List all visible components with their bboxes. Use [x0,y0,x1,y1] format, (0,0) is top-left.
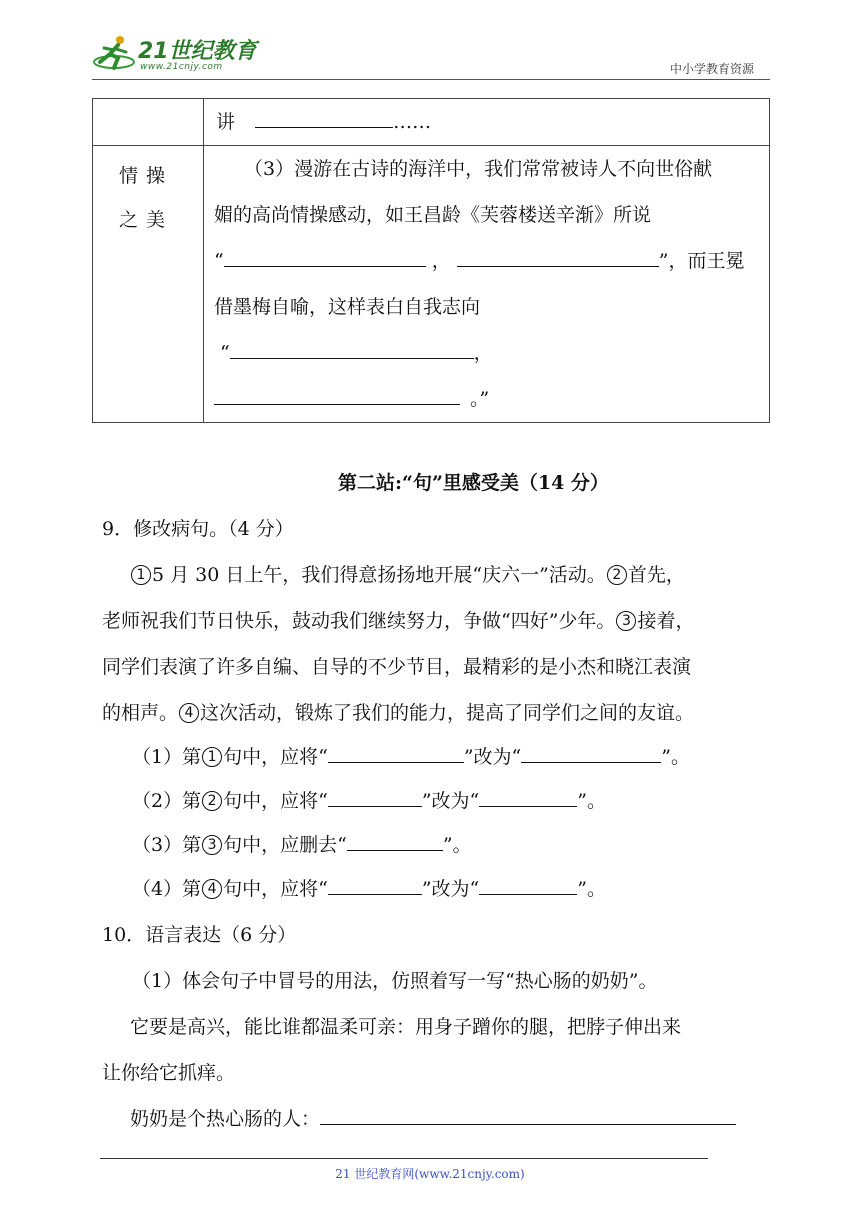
q9-text: 5 月 30 日上午，我们得意扬扬地开展“庆六一”活动。 [152,564,606,586]
q10-answer-line [130,1104,736,1131]
sub-prefix: （2）第 [132,790,202,812]
sub-text: ”改为“ [421,790,480,812]
row1-text: 讲 [216,111,236,133]
row-label: 情操之美 [119,165,174,231]
q10-example-line-1: 它要是高兴，能比谁都温柔可亲：用身子蹭你的腿，把脖子伸出来 [130,1016,682,1038]
q9-text: 的相声。 [102,702,179,724]
comma: ， [473,342,493,364]
answer-blank[interactable] [320,1104,736,1125]
sub-text: 句中，应将“ [223,746,328,768]
circled-number: 1 [202,747,222,767]
q9-sub-3 [132,830,472,857]
logo-url: www.21cnjy.com [140,62,223,72]
answer-blank[interactable] [255,107,393,128]
q9-text: 接着， [637,610,695,632]
table-row [93,146,770,423]
comma: ， [431,250,451,272]
sub-text: ”。 [661,746,690,768]
answer-prefix: 奶奶是个热心肠的人： [130,1108,321,1130]
q9-sub-1 [132,742,690,769]
site-logo [92,30,262,76]
footer-divider [100,1158,708,1159]
row1-tail: …… [393,111,432,133]
header-right-text: 中小学教育资源 [669,62,754,76]
circled-number: 3 [202,835,222,855]
row2-line4: 借墨梅自喻，这样表白自我志向 [214,296,481,318]
sub-text: 句中，应将“ [223,790,328,812]
table-cell-content [204,146,770,423]
section-title: 第二站:“句”里感受美（14 分） [338,472,609,494]
q10-example-line-2: 让你给它抓痒。 [102,1062,236,1084]
beauty-table [92,98,770,423]
row2-line3 [214,238,763,284]
q9-paragraph-line-3: 同学们表演了许多自编、自导的不少节目，最精彩的是小杰和晓江表演 [102,656,692,678]
sub-text: 句中，应删去“ [223,834,347,856]
q9-text: 这次活动，锻炼了我们的能力，提高了同学们之间的友谊。 [200,702,695,724]
sub-text: ”改为“ [421,878,480,900]
table-cell-label [93,99,204,146]
q9-paragraph-line-2 [102,606,694,633]
sub-prefix: （1）第 [132,746,202,768]
answer-blank[interactable] [521,742,661,763]
table-cell-content [204,99,770,146]
logo-text: 21世纪教育 [138,39,257,64]
row2-line2: 媚的高尚情操感动，如王昌龄《芙蓉楼送辛渐》所说 [214,204,652,226]
q9-text: 首先， [627,564,685,586]
open-quote: “ [214,250,224,272]
q9-sub-4 [132,874,606,901]
table-row [93,99,770,146]
question-9-heading: 9．修改病句。（4 分） [102,518,294,540]
end-punct: 。” [470,388,490,410]
table-cell-label [93,146,204,423]
answer-blank[interactable] [328,786,422,807]
answer-blank[interactable] [328,874,422,895]
circled-number: 1 [131,565,151,585]
answer-blank[interactable] [347,830,443,851]
answer-blank[interactable] [479,874,577,895]
sub-text: ”改为“ [463,746,522,768]
header-divider [92,79,770,80]
q9-sub-2 [132,786,606,813]
answer-blank[interactable] [224,246,426,267]
footer-text: 21 世纪教育网(www.21cnjy.com) [335,1167,525,1181]
q9-paragraph-line-1 [130,560,685,587]
sub-text: ”。 [577,878,606,900]
row2-line6 [214,376,763,422]
runner-logo-icon [92,32,136,76]
sub-text: ”。 [577,790,606,812]
circled-number: 2 [202,791,222,811]
sub-prefix: （4）第 [132,878,202,900]
answer-blank[interactable] [214,384,460,405]
answer-blank[interactable] [230,338,474,359]
row2-line5 [214,330,763,376]
circled-number: 2 [607,565,627,585]
question-10-heading: 10．语言表达（6 分） [102,924,297,946]
sub-text: ”。 [442,834,472,856]
answer-blank[interactable] [328,742,464,763]
answer-blank[interactable] [479,786,577,807]
sub-text: 句中，应将“ [223,878,328,900]
circled-number: 3 [616,611,636,631]
circled-number: 4 [179,703,199,723]
answer-blank[interactable] [457,246,659,267]
open-quote: “ [220,342,230,364]
close-quote-text: ”，而王冕 [658,250,745,272]
sub-prefix: （3）第 [132,834,202,856]
q9-text: 老师祝我们节日快乐，鼓动我们继续努力，争做“四好”少年。 [102,610,616,632]
row2-line1: （3）漫游在古诗的海洋中，我们常常被诗人不向世俗献 [244,158,713,180]
q10-sub-1: （1）体会句子中冒号的用法，仿照着写一写“热心肠的奶奶”。 [132,970,658,992]
page-header [92,30,770,80]
q9-paragraph-line-4 [102,698,694,725]
circled-number: 4 [202,879,222,899]
